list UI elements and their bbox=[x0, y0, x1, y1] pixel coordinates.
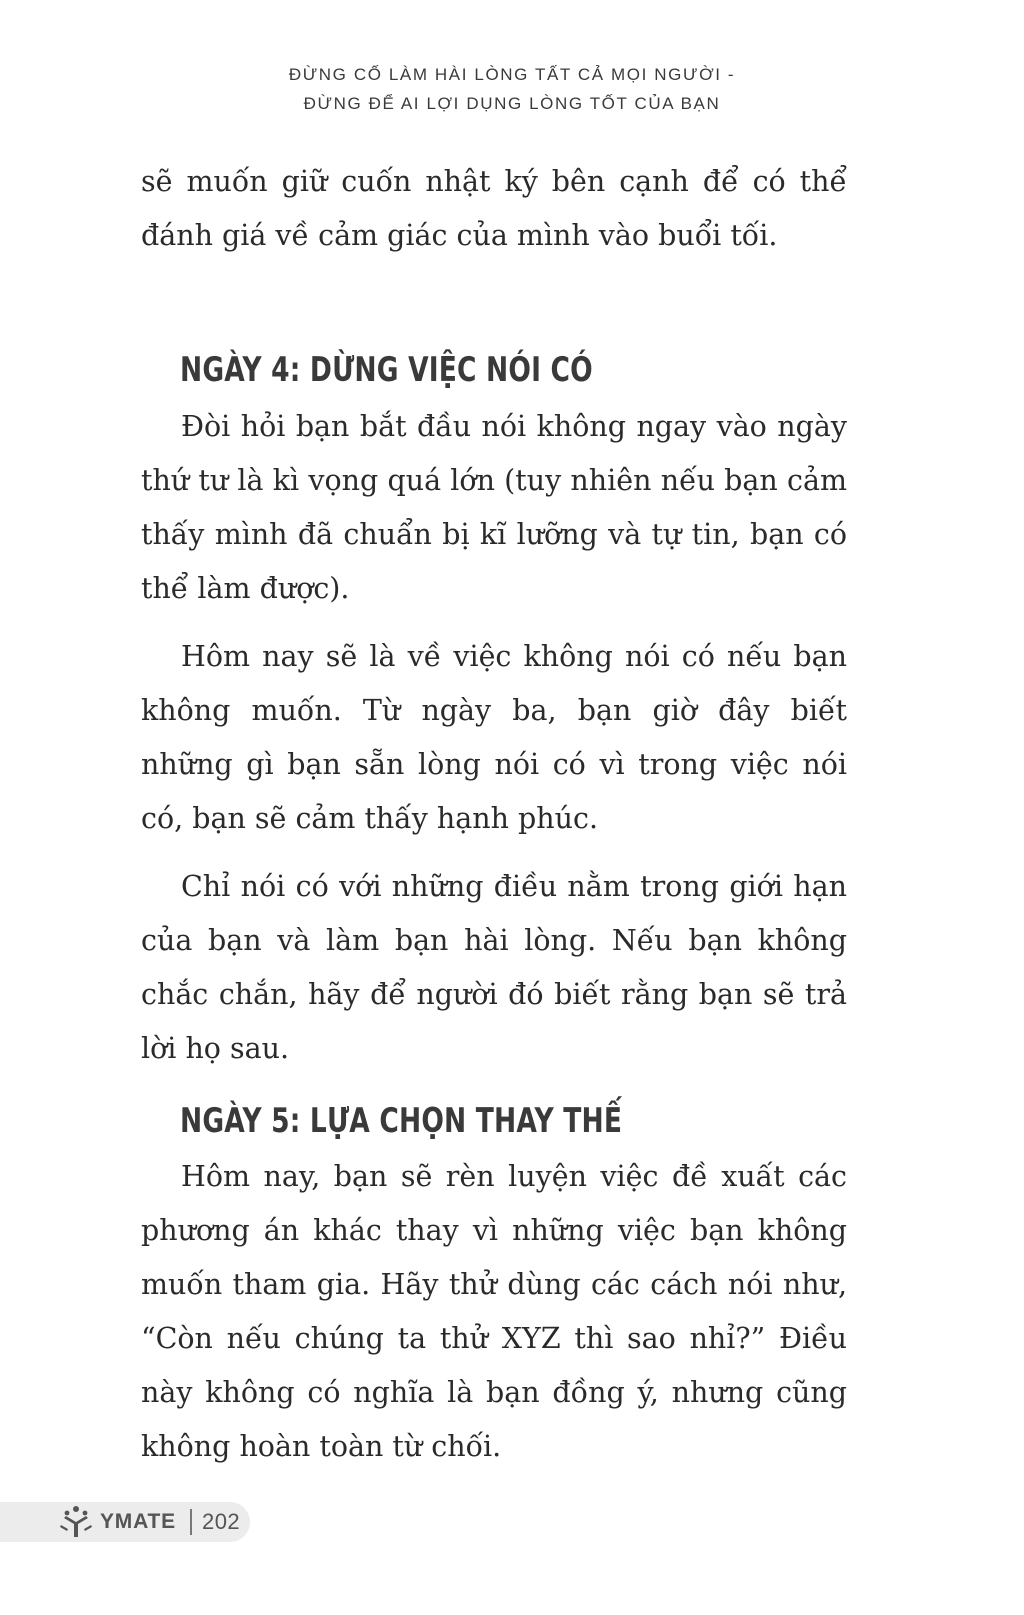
running-header-line-1: ĐỪNG CỐ LÀM HÀI LÒNG TẤT CẢ MỌI NGƯỜI - bbox=[288, 65, 736, 84]
brand-name: YMATE bbox=[100, 1510, 176, 1533]
section-4-title: NGÀY 4: DỪNG VIỆC NÓI CÓ bbox=[180, 350, 593, 391]
running-header-line-2: ĐỪNG ĐỂ AI LỢI DỤNG LÒNG TỐT CỦA BẠN bbox=[303, 94, 721, 113]
section-4-paragraph-1: Đòi hỏi bạn bắt đầu nói không ngay vào ngày thứ tư là kì vọng quá lớn (tuy nhiên nếu bạn cảm thấy mình đã chuẩn bị kĩ lưỡng và tự tin, bạn có thể làm được). bbox=[141, 410, 847, 605]
page-footer bbox=[0, 1502, 250, 1542]
section-4-body bbox=[141, 400, 847, 1076]
section-4-paragraph-2: Hôm nay sẽ là về việc không nói có nếu bạn không muốn. Từ ngày ba, bạn giờ đây biết những gì bạn sẵn lòng nói có vì trong việc nói có, bạn sẽ cảm thấy hạnh phúc. bbox=[141, 640, 847, 835]
section-5-paragraph-1: Hôm nay, bạn sẽ rèn luyện việc đề xuất các phương án khác thay vì những việc bạn không muốn tham gia. Hãy thử dùng các cách nói như, “Còn nếu chúng ta thử XYZ thì sao nhỉ?” Điều này không có nghĩa là bạn đồng ý, nhưng cũng không hoàn toàn từ chối. bbox=[141, 1160, 847, 1463]
intro-section bbox=[141, 155, 847, 263]
section-4-paragraph-3: Chỉ nói có với những điều nằm trong giới hạn của bạn và làm bạn hài lòng. Nếu bạn không chắc chắn, hãy để người đó biết rằng bạn sẽ trả lời họ sau. bbox=[141, 870, 847, 1065]
running-header bbox=[0, 60, 1024, 118]
ymate-logo-icon bbox=[58, 1505, 94, 1539]
section-5-body bbox=[141, 1150, 847, 1474]
section-5-title: NGÀY 5: LỰA CHỌN THAY THẾ bbox=[180, 1101, 623, 1142]
page-number: 202 bbox=[201, 1509, 241, 1534]
intro-paragraph: sẽ muốn giữ cuốn nhật ký bên cạnh để có thể đánh giá về cảm giác của mình vào buổi tối. bbox=[141, 165, 847, 252]
footer-divider bbox=[190, 1509, 192, 1535]
